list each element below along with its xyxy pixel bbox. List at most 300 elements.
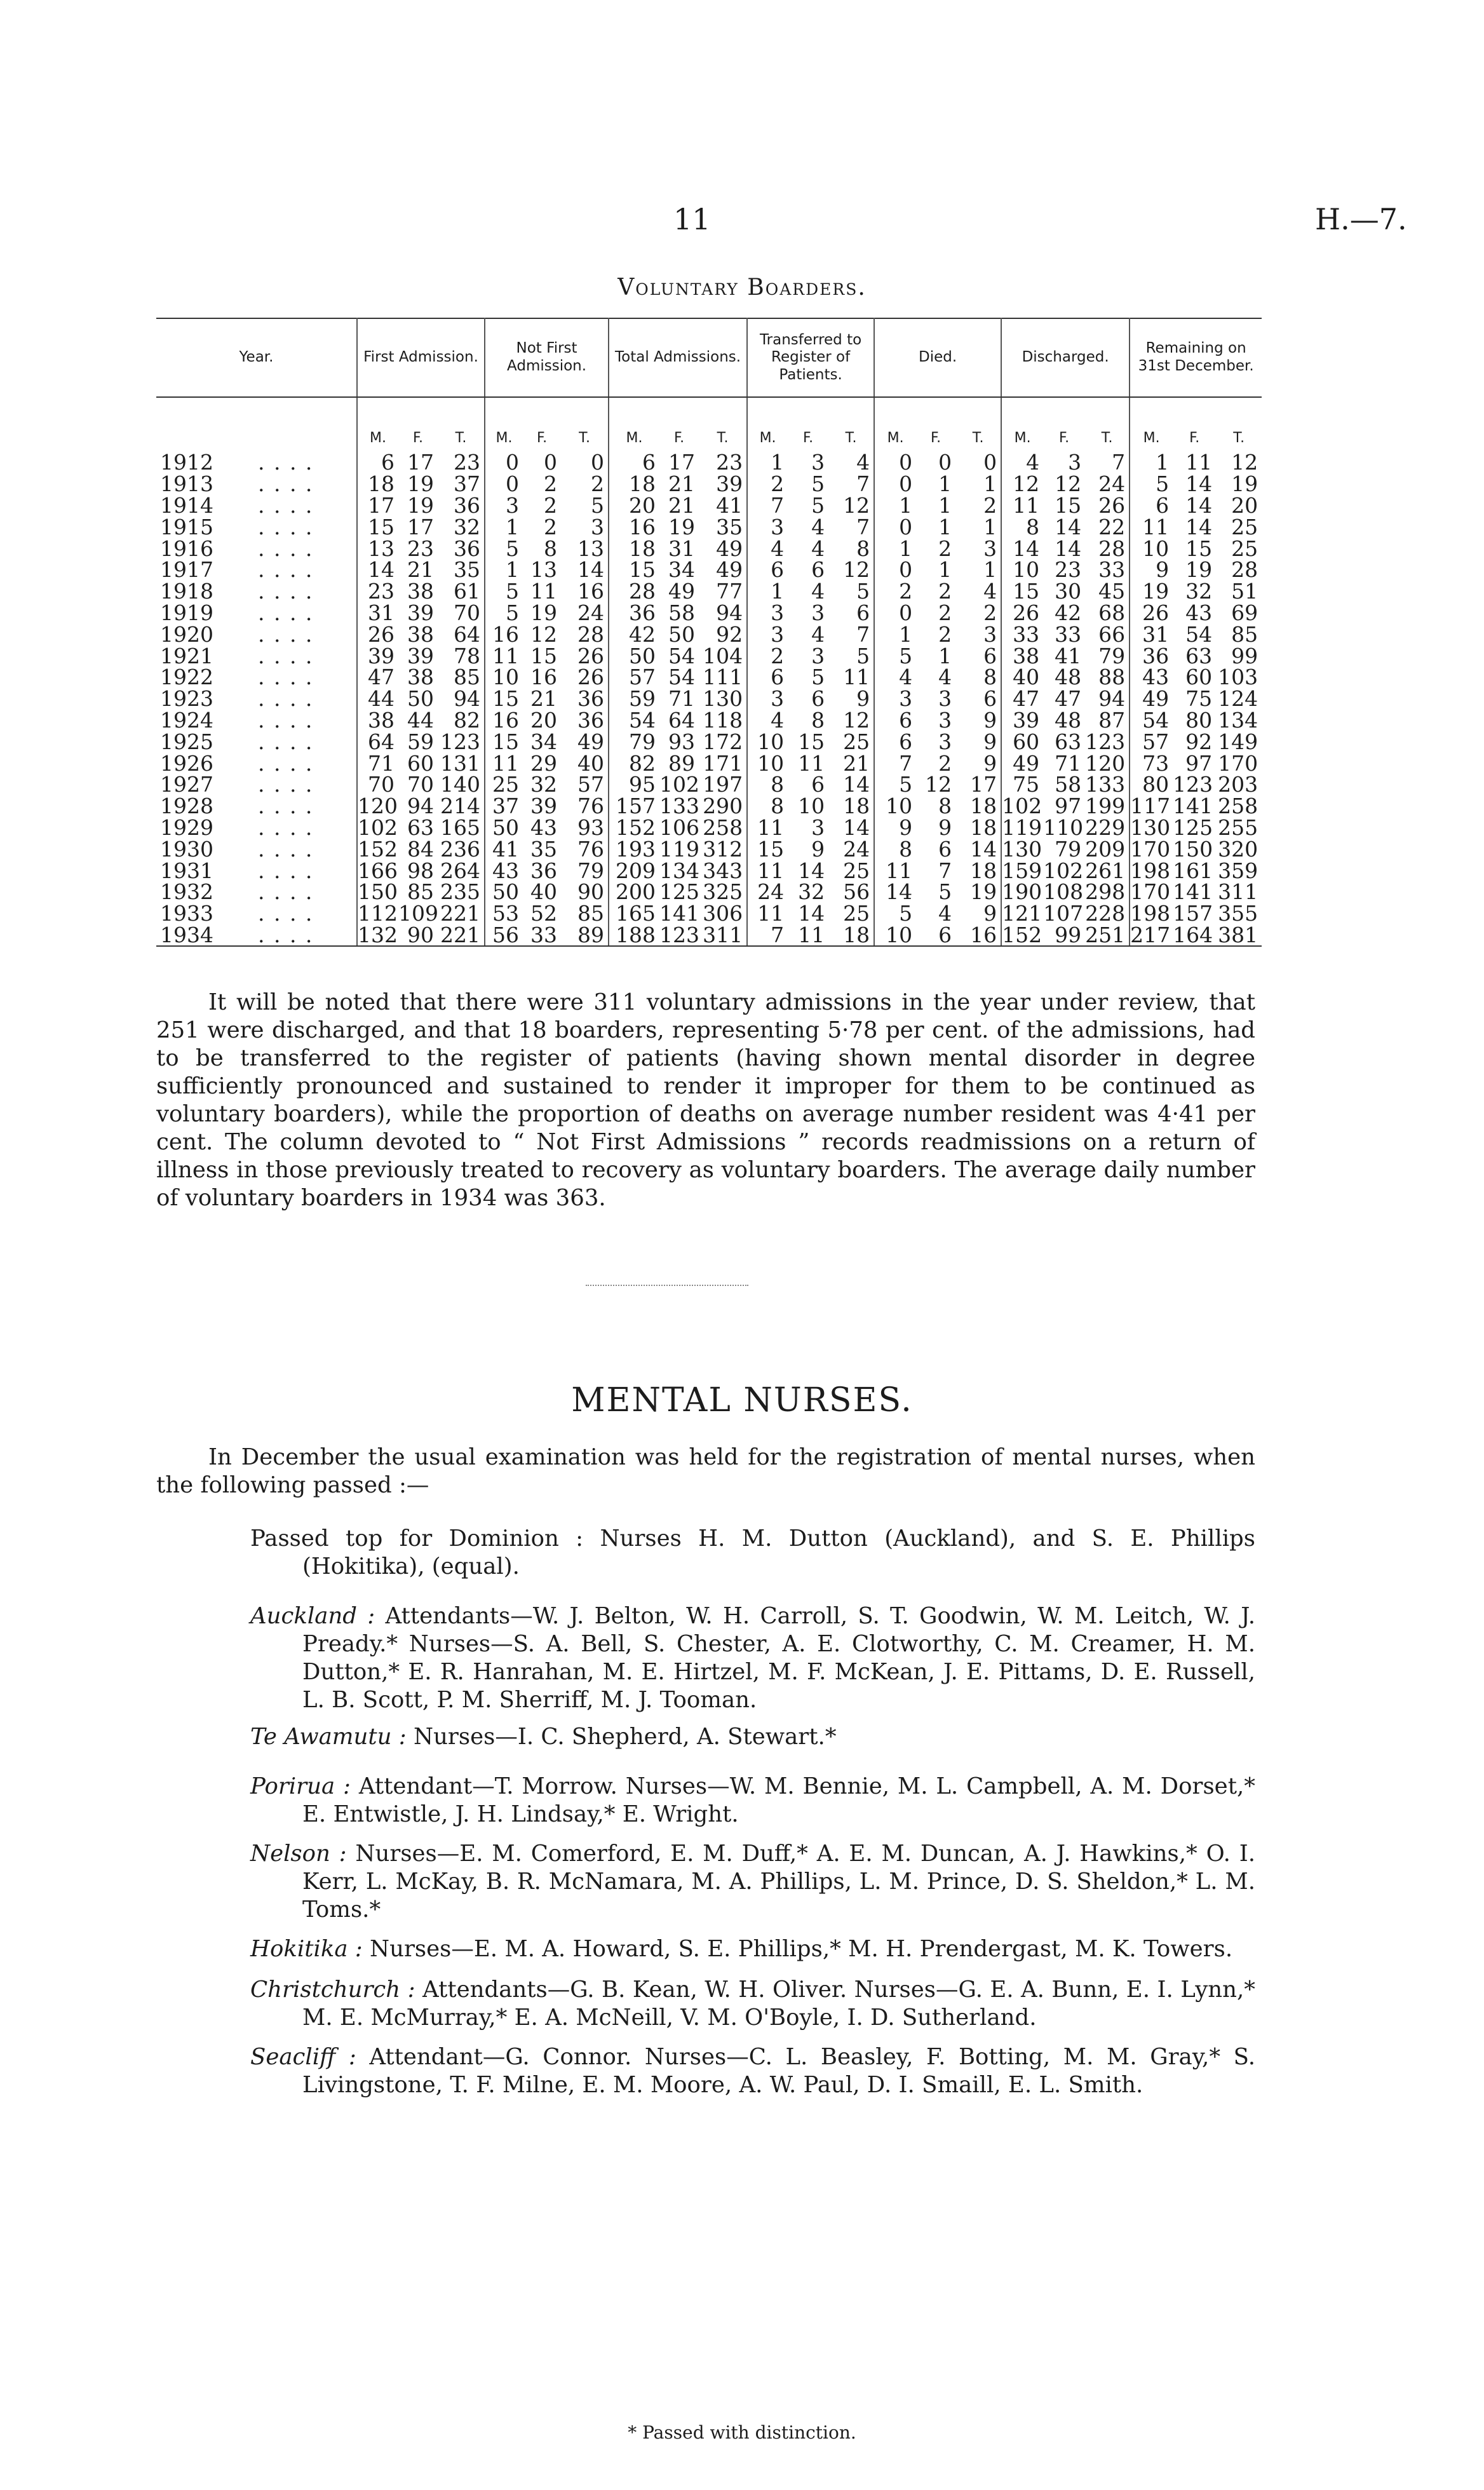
- entry-nelson: Nelson : Nurses—E. M. Comerford, E. M. Duff,* A. E. M. Duncan, A. J. Hawkins,* O. I. Kerr, L. McKay, B. R. McNamara, M. A. Phillips, L. M. Prince, D. S. Sheldon,* L. M. Toms.*: [250, 1841, 1255, 1923]
- table-cell: 124: [1218, 686, 1258, 712]
- table-cell: 79: [1085, 645, 1130, 666]
- table-cell: 306: [699, 903, 747, 924]
- table-cell: 14: [1185, 492, 1213, 518]
- table-cell: 33: [1055, 621, 1082, 647]
- table-cell: 193: [616, 836, 656, 862]
- table-cell: 50: [668, 621, 696, 647]
- table-cell: 39: [699, 473, 747, 495]
- table-cell: 82: [438, 710, 485, 731]
- table-cell: 5: [1156, 471, 1170, 497]
- table-cell: 80: [1142, 772, 1170, 797]
- table-cell: 5: [899, 772, 913, 797]
- leader-dots: . . . .: [257, 750, 314, 776]
- year-cell: [156, 707, 357, 733]
- table-cell: 13: [368, 536, 395, 561]
- table-cell: 11: [757, 858, 785, 883]
- year-cell: [156, 581, 357, 602]
- table-cell: 15: [798, 729, 825, 754]
- table-cell: 11: [1185, 450, 1213, 475]
- table-cell: 130: [699, 688, 747, 710]
- table-cell: 2: [938, 621, 952, 647]
- leader-dots: . . . .: [257, 836, 314, 862]
- table-cell: 4: [955, 581, 1001, 602]
- year-cell: [156, 838, 357, 860]
- year-label: 1917: [160, 557, 213, 583]
- table-cell: 8: [1026, 514, 1040, 539]
- column-group-first-admission: First Admission.: [357, 318, 485, 397]
- entry-passed-top: Passed top for Dominion : Nurses H. M. Dutton (Auckland), and S. E. Phillips (Hokitika), (equal).: [250, 1526, 1255, 1580]
- table-cell: 149: [1218, 729, 1258, 754]
- table-cell: 25: [828, 903, 874, 924]
- table-cell: 39: [407, 600, 434, 625]
- table-cell: 2: [771, 643, 785, 668]
- table-cell: 15: [1013, 579, 1040, 604]
- leader-dots: . . . .: [257, 772, 314, 797]
- table-cell: 2: [955, 495, 1001, 517]
- table-cell: 103: [1218, 665, 1258, 690]
- table-cell: 26: [561, 645, 609, 666]
- table-cell: 43: [1142, 665, 1170, 690]
- year-label: 1918: [160, 579, 213, 604]
- leader-dots: . . . .: [257, 557, 314, 583]
- table-cell: 10: [757, 750, 785, 776]
- table-cell: 7: [828, 473, 874, 495]
- table-cell: 102: [659, 772, 700, 797]
- table-cell: 76: [561, 795, 609, 817]
- table-cell: 8: [544, 536, 558, 561]
- table-cell: 73: [1142, 750, 1170, 776]
- table-cell: 11: [492, 643, 520, 668]
- year-label: 1921: [160, 643, 213, 668]
- table-cell: 31: [1142, 621, 1170, 647]
- table-cell: 24: [1085, 473, 1130, 495]
- table-cell: 4: [811, 536, 825, 561]
- table-cell: 150: [358, 879, 398, 905]
- table-cell: 5: [561, 495, 609, 517]
- table-cell: 8: [828, 538, 874, 559]
- year-cell: [156, 623, 357, 645]
- table-cell: 9: [955, 731, 1001, 752]
- table-cell: 5: [811, 471, 825, 497]
- table-cell: 47: [368, 665, 395, 690]
- table-cell: 6: [811, 686, 825, 712]
- table-cell: 152: [1002, 922, 1042, 947]
- table-cell: 25: [1231, 536, 1258, 561]
- table-cell: 166: [358, 858, 398, 883]
- table-cell: 58: [1055, 772, 1082, 797]
- table-cell: 170: [1130, 836, 1171, 862]
- table-cell: 54: [1142, 707, 1170, 733]
- table-cell: 41: [492, 836, 520, 862]
- table-cell: 48: [1055, 707, 1082, 733]
- table-cell: 80: [1185, 707, 1213, 733]
- table-cell: 102: [1043, 858, 1084, 883]
- table-cell: 14: [1185, 471, 1213, 497]
- table-cell: 21: [668, 471, 696, 497]
- table-cell: 92: [1185, 729, 1213, 754]
- table-cell: 11: [886, 858, 913, 883]
- subheader-m: M.: [1143, 430, 1160, 446]
- table-cell: 15: [757, 836, 785, 862]
- table-cell: 60: [1013, 729, 1040, 754]
- table-cell: 325: [699, 881, 747, 903]
- table-cell: 1: [899, 621, 913, 647]
- table-cell: 94: [407, 794, 434, 819]
- table-cell: 3: [811, 600, 825, 625]
- table-cell: 2: [544, 492, 558, 518]
- table-cell: 258: [699, 817, 747, 839]
- table-cell: 94: [438, 688, 485, 710]
- table-cell: 33: [523, 924, 561, 947]
- table-cell: 125: [659, 879, 700, 905]
- subheader-f: F.: [412, 430, 424, 446]
- table-cell: 39: [407, 643, 434, 668]
- table-cell: 38: [1013, 643, 1040, 668]
- table-cell: 50: [492, 879, 520, 905]
- year-cell: [156, 731, 357, 752]
- table-row: [156, 924, 1262, 947]
- table-cell: 0: [544, 450, 558, 475]
- table-cell: 3: [811, 815, 825, 840]
- table-cell: 5: [506, 536, 520, 561]
- table-cell: 198: [1130, 858, 1171, 883]
- table-cell: 111: [699, 666, 747, 688]
- table-cell: 203: [1218, 772, 1258, 797]
- table-cell: 1: [955, 559, 1001, 581]
- table-cell: 0: [506, 471, 520, 497]
- table-cell: 2: [771, 471, 785, 497]
- table-cell: 188: [609, 924, 659, 947]
- table-cell: 102: [358, 815, 398, 840]
- table-cell: 12: [530, 621, 558, 647]
- table-cell: 109: [398, 901, 438, 926]
- year-cell: [156, 602, 357, 624]
- table-cell: 18: [955, 860, 1001, 881]
- table-cell: 41: [699, 495, 747, 517]
- table-cell: 4: [938, 665, 952, 690]
- table-cell: 48: [1055, 665, 1082, 690]
- table-cell: 79: [629, 729, 656, 754]
- table-cell: 99: [1231, 643, 1258, 668]
- table-cell: 6: [771, 665, 785, 690]
- table-cell: 90: [561, 881, 609, 903]
- year-cell: [156, 516, 357, 538]
- table-cell: 12: [1055, 471, 1082, 497]
- table-cell: 75: [1013, 772, 1040, 797]
- table-row: [156, 623, 1262, 645]
- table-cell: 6: [899, 707, 913, 733]
- year-cell: [156, 903, 357, 924]
- year-label: 1930: [160, 836, 213, 862]
- table-cell: 5: [938, 879, 952, 905]
- year-cell: [156, 924, 357, 947]
- table-cell: 157: [1173, 901, 1213, 926]
- table-cell: 14: [828, 774, 874, 795]
- table-cell: 94: [699, 602, 747, 624]
- table-row: [156, 860, 1262, 881]
- table-cell: 2: [938, 600, 952, 625]
- table-cell: 298: [1085, 881, 1130, 903]
- table-cell: 42: [629, 621, 656, 647]
- table-cell: 209: [616, 858, 656, 883]
- table-row: [156, 903, 1262, 924]
- table-row: [156, 645, 1262, 666]
- table-cell: 170: [1218, 750, 1258, 776]
- subheader-m: M.: [370, 430, 386, 446]
- table-cell: 1: [955, 516, 1001, 538]
- table-row: [156, 838, 1262, 860]
- table-cell: 6: [955, 645, 1001, 666]
- table-cell: 97: [1185, 750, 1213, 776]
- table-cell: 152: [616, 815, 656, 840]
- table-cell: 35: [699, 516, 747, 538]
- table-cell: 25: [492, 772, 520, 797]
- year-cell: [156, 860, 357, 881]
- table-cell: 1: [955, 473, 1001, 495]
- table-cell: 0: [938, 450, 952, 475]
- table-cell: 70: [407, 772, 434, 797]
- table-cell: 18: [955, 817, 1001, 839]
- table-cell: 4: [811, 514, 825, 539]
- leader-dots: . . . .: [257, 686, 314, 712]
- leader-dots: . . . .: [257, 514, 314, 539]
- table-cell: 172: [699, 731, 747, 752]
- table-cell: 66: [1085, 623, 1130, 645]
- table-cell: 130: [1130, 815, 1171, 840]
- table-cell: 12: [1013, 471, 1040, 497]
- entry-auckland: Auckland : Attendants—W. J. Belton, W. H. Carroll, S. T. Goodwin, W. M. Leitch, W. J. Pready.* Nurses—S. A. Bell, S. Chester, A. E. Clotworthy, C. M. Creamer, H. M. Dutton,* E. R. Hanrahan, M. E. Hirtzel, M. F. McKean, J. E. Pittams, D. E. Russell, L. B. Scott, P. M. Sherriff, M. J. Tooman.: [250, 1603, 1255, 1713]
- table-cell: 9: [955, 903, 1001, 924]
- table-cell: 14: [798, 901, 825, 926]
- table-cell: 6: [811, 772, 825, 797]
- table-cell: 14: [955, 838, 1001, 860]
- table-cell: 10: [798, 794, 825, 819]
- year-label: 1925: [160, 729, 213, 754]
- table-cell: 132: [358, 922, 398, 947]
- table-cell: 54: [1185, 621, 1213, 647]
- table-cell: 28: [629, 579, 656, 604]
- table-cell: 50: [407, 686, 434, 712]
- table-cell: 64: [368, 729, 395, 754]
- table-cell: 53: [492, 901, 520, 926]
- table-cell: 3: [811, 643, 825, 668]
- table-cell: 3: [938, 686, 952, 712]
- leader-dots: . . . .: [257, 858, 314, 883]
- table-cell: 1: [1156, 450, 1170, 475]
- table-cell: 118: [699, 710, 747, 731]
- table-cell: 71: [368, 750, 395, 776]
- table-cell: 33: [1085, 559, 1130, 581]
- table-cell: 8: [955, 666, 1001, 688]
- year-label: 1914: [160, 492, 213, 518]
- table-cell: 6: [1156, 492, 1170, 518]
- table-cell: 12: [828, 495, 874, 517]
- table-cell: 17: [955, 774, 1001, 795]
- table-cell: 0: [561, 452, 609, 473]
- entry-porirua: Porirua : Attendant—T. Morrow. Nurses—W. M. Bennie, M. L. Campbell, A. M. Dorset,* E. Entwistle, J. H. Lindsay,* E. Wright.: [250, 1773, 1255, 1827]
- table-cell: 16: [492, 707, 520, 733]
- leader-dots: . . . .: [257, 492, 314, 518]
- table-cell: 359: [1218, 858, 1258, 883]
- leader-dots: . . . .: [257, 901, 314, 926]
- table-cell: 214: [438, 795, 485, 817]
- table-cell: 38: [407, 621, 434, 647]
- page-reference: H.—7.: [1315, 202, 1407, 236]
- table-cell: 17: [407, 450, 434, 475]
- table-cell: 30: [1055, 579, 1082, 604]
- table-cell: 18: [955, 795, 1001, 817]
- table-cell: 28: [1085, 538, 1130, 559]
- table-cell: 16: [955, 924, 1001, 947]
- year-subheader: [156, 397, 357, 452]
- column-group-year: Year.: [156, 318, 357, 397]
- table-cell: 9: [899, 815, 913, 840]
- table-cell: 251: [1085, 924, 1130, 947]
- table-row: [156, 795, 1262, 817]
- column-group-not-first-admission: Not First Admission.: [485, 318, 609, 397]
- table-cell: 22: [1085, 516, 1130, 538]
- table-cell: 0: [506, 450, 520, 475]
- table-cell: 34: [668, 557, 696, 583]
- table-cell: 33: [1013, 621, 1040, 647]
- year-label: 1922: [160, 665, 213, 690]
- table-row: [156, 752, 1262, 774]
- table-cell: 3: [771, 514, 785, 539]
- table-cell: 5: [828, 645, 874, 666]
- table-cell: 119: [659, 836, 700, 862]
- table-cell: 140: [438, 774, 485, 795]
- column-group-transferred: Transferred to Register of Patients.: [747, 318, 874, 397]
- table-cell: 141: [1173, 794, 1213, 819]
- table-cell: 31: [368, 600, 395, 625]
- table-cell: 93: [668, 729, 696, 754]
- table-cell: 121: [1002, 901, 1042, 926]
- table-cell: 43: [492, 858, 520, 883]
- table-cell: 7: [1085, 452, 1130, 473]
- table-cell: 25: [828, 731, 874, 752]
- table-cell: 165: [616, 901, 656, 926]
- table-cell: 10: [1142, 536, 1170, 561]
- table-cell: 95: [629, 772, 656, 797]
- table-cell: 71: [668, 686, 696, 712]
- table-cell: 12: [828, 710, 874, 731]
- table-cell: 1: [899, 492, 913, 518]
- leader-dots: . . . .: [257, 922, 314, 947]
- year-label: 1924: [160, 707, 213, 733]
- year-label: 1916: [160, 536, 213, 561]
- table-cell: 120: [358, 794, 398, 819]
- table-cell: 134: [659, 858, 700, 883]
- year-label: 1920: [160, 621, 213, 647]
- table-cell: 45: [1085, 581, 1130, 602]
- table-cell: 20: [629, 492, 656, 518]
- subheader-f: F.: [803, 430, 814, 446]
- table-cell: 235: [438, 881, 485, 903]
- table-cell: 13: [561, 538, 609, 559]
- table-cell: 15: [1055, 492, 1082, 518]
- table-row: [156, 881, 1262, 903]
- table-cell: 20: [1231, 492, 1258, 518]
- table-cell: 165: [438, 817, 485, 839]
- table-cell: 10: [886, 794, 913, 819]
- table-row: [156, 731, 1262, 752]
- year-label: 1934: [160, 922, 213, 947]
- table-cell: 56: [485, 924, 523, 947]
- year-label: 1931: [160, 858, 213, 883]
- table-cell: 21: [407, 557, 434, 583]
- table-cell: 7: [938, 858, 952, 883]
- table-cell: 50: [492, 815, 520, 840]
- table-cell: 18: [828, 795, 874, 817]
- table-cell: 32: [1185, 579, 1213, 604]
- table-cell: 4: [899, 665, 913, 690]
- table-cell: 17: [668, 450, 696, 475]
- year-label: 1932: [160, 879, 213, 905]
- table-cell: 108: [1043, 879, 1084, 905]
- table-cell: 49: [1142, 686, 1170, 712]
- table-cell: 2: [938, 750, 952, 776]
- leader-dots: . . . .: [257, 450, 314, 475]
- leader-dots: . . . .: [257, 643, 314, 668]
- table-cell: 4: [938, 901, 952, 926]
- table-cell: 14: [1185, 514, 1213, 539]
- table-cell: 79: [561, 860, 609, 881]
- table-cell: 159: [1002, 858, 1042, 883]
- table-cell: 23: [407, 536, 434, 561]
- table-cell: 85: [1231, 621, 1258, 647]
- subheader-t: T.: [1233, 430, 1245, 446]
- table-cell: 34: [530, 729, 558, 754]
- table-cell: 35: [530, 836, 558, 862]
- table-cell: 190: [1002, 879, 1042, 905]
- table-cell: 6: [828, 602, 874, 624]
- table-cell: 87: [1085, 710, 1130, 731]
- leader-dots: . . . .: [257, 879, 314, 905]
- table-cell: 1: [506, 514, 520, 539]
- table-cell: 18: [629, 471, 656, 497]
- year-label: 1926: [160, 750, 213, 776]
- table-cell: 141: [1173, 879, 1213, 905]
- table-cell: 71: [1055, 750, 1082, 776]
- year-cell: [156, 492, 357, 518]
- year-cell: [156, 645, 357, 666]
- table-cell: 63: [1055, 729, 1082, 754]
- table-cell: 57: [629, 665, 656, 690]
- table-cell: 1: [938, 492, 952, 518]
- table-cell: 60: [407, 750, 434, 776]
- table-row: [156, 581, 1262, 602]
- table-cell: 24: [828, 838, 874, 860]
- table-cell: 6: [916, 924, 955, 947]
- table-cell: 90: [398, 924, 438, 947]
- table-cell: 36: [561, 710, 609, 731]
- table-cell: 11: [757, 815, 785, 840]
- subheader-t: T.: [955, 397, 1001, 452]
- table-row: [156, 602, 1262, 624]
- table-cell: 311: [699, 924, 747, 947]
- subheader-t: T.: [1085, 397, 1130, 452]
- table-cell: 18: [629, 536, 656, 561]
- table-cell: 47: [1055, 686, 1082, 712]
- table-cell: 255: [1218, 815, 1258, 840]
- table-cell: 69: [1231, 600, 1258, 625]
- table-cell: 170: [1130, 879, 1171, 905]
- table-cell: 3: [506, 492, 520, 518]
- table-row: [156, 774, 1262, 795]
- year-cell: [156, 795, 357, 817]
- table-cell: 38: [407, 579, 434, 604]
- table-cell: 2: [899, 579, 913, 604]
